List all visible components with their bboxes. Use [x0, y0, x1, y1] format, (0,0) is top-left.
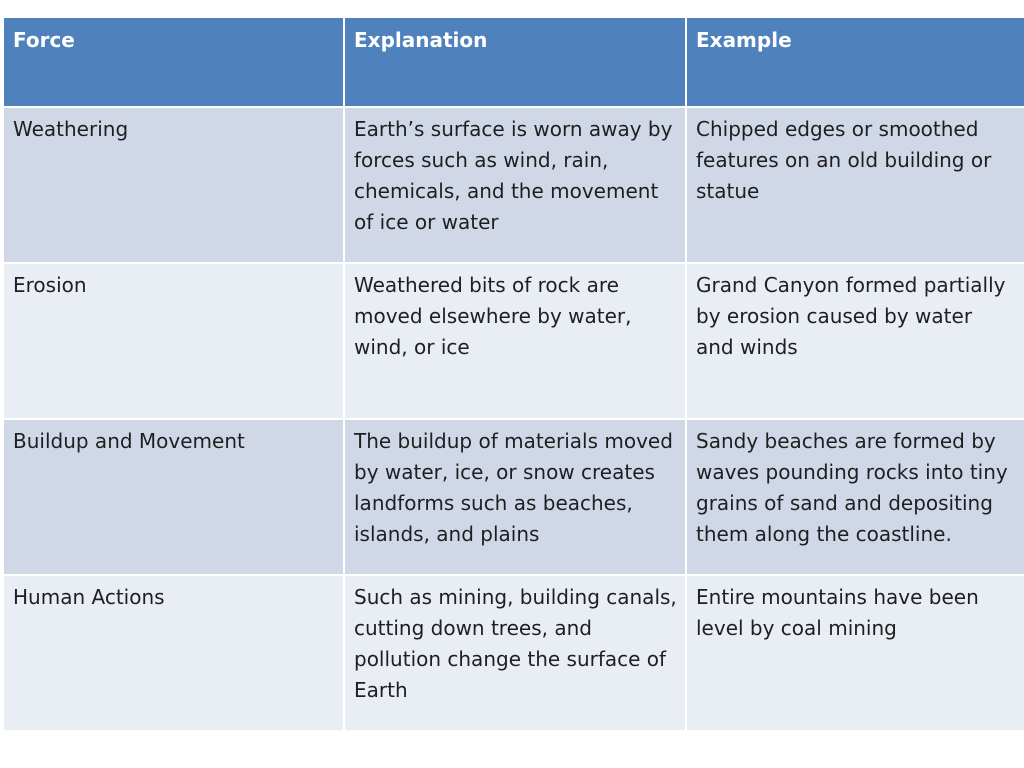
cell-force: Erosion — [3, 263, 344, 419]
cell-force: Weathering — [3, 107, 344, 263]
header-explanation: Explanation — [344, 17, 686, 107]
cell-explanation: Weathered bits of rock are moved elsewhere by water, wind, or ice — [344, 263, 686, 419]
table-row — [3, 263, 1024, 419]
forces-table — [2, 16, 1024, 732]
cell-example: Grand Canyon formed partially by erosion caused by water and winds — [686, 263, 1024, 419]
table-row — [3, 575, 1024, 731]
header-force: Force — [3, 17, 344, 107]
cell-example: Entire mountains have been level by coal mining — [686, 575, 1024, 731]
header-row — [3, 17, 1024, 107]
table-row — [3, 419, 1024, 575]
cell-force: Human Actions — [3, 575, 344, 731]
cell-explanation: Earth’s surface is worn away by forces such as wind, rain, chemicals, and the movement of ice or water — [344, 107, 686, 263]
cell-force: Buildup and Movement — [3, 419, 344, 575]
cell-example: Sandy beaches are formed by waves pounding rocks into tiny grains of sand and depositing them along the coastline. — [686, 419, 1024, 575]
cell-explanation: The buildup of materials moved by water, ice, or snow creates landforms such as beaches, islands, and plains — [344, 419, 686, 575]
table-row — [3, 107, 1024, 263]
header-example: Example — [686, 17, 1024, 107]
cell-example: Chipped edges or smoothed features on an old building or statue — [686, 107, 1024, 263]
cell-explanation: Such as mining, building canals, cutting down trees, and pollution change the surface of Earth — [344, 575, 686, 731]
